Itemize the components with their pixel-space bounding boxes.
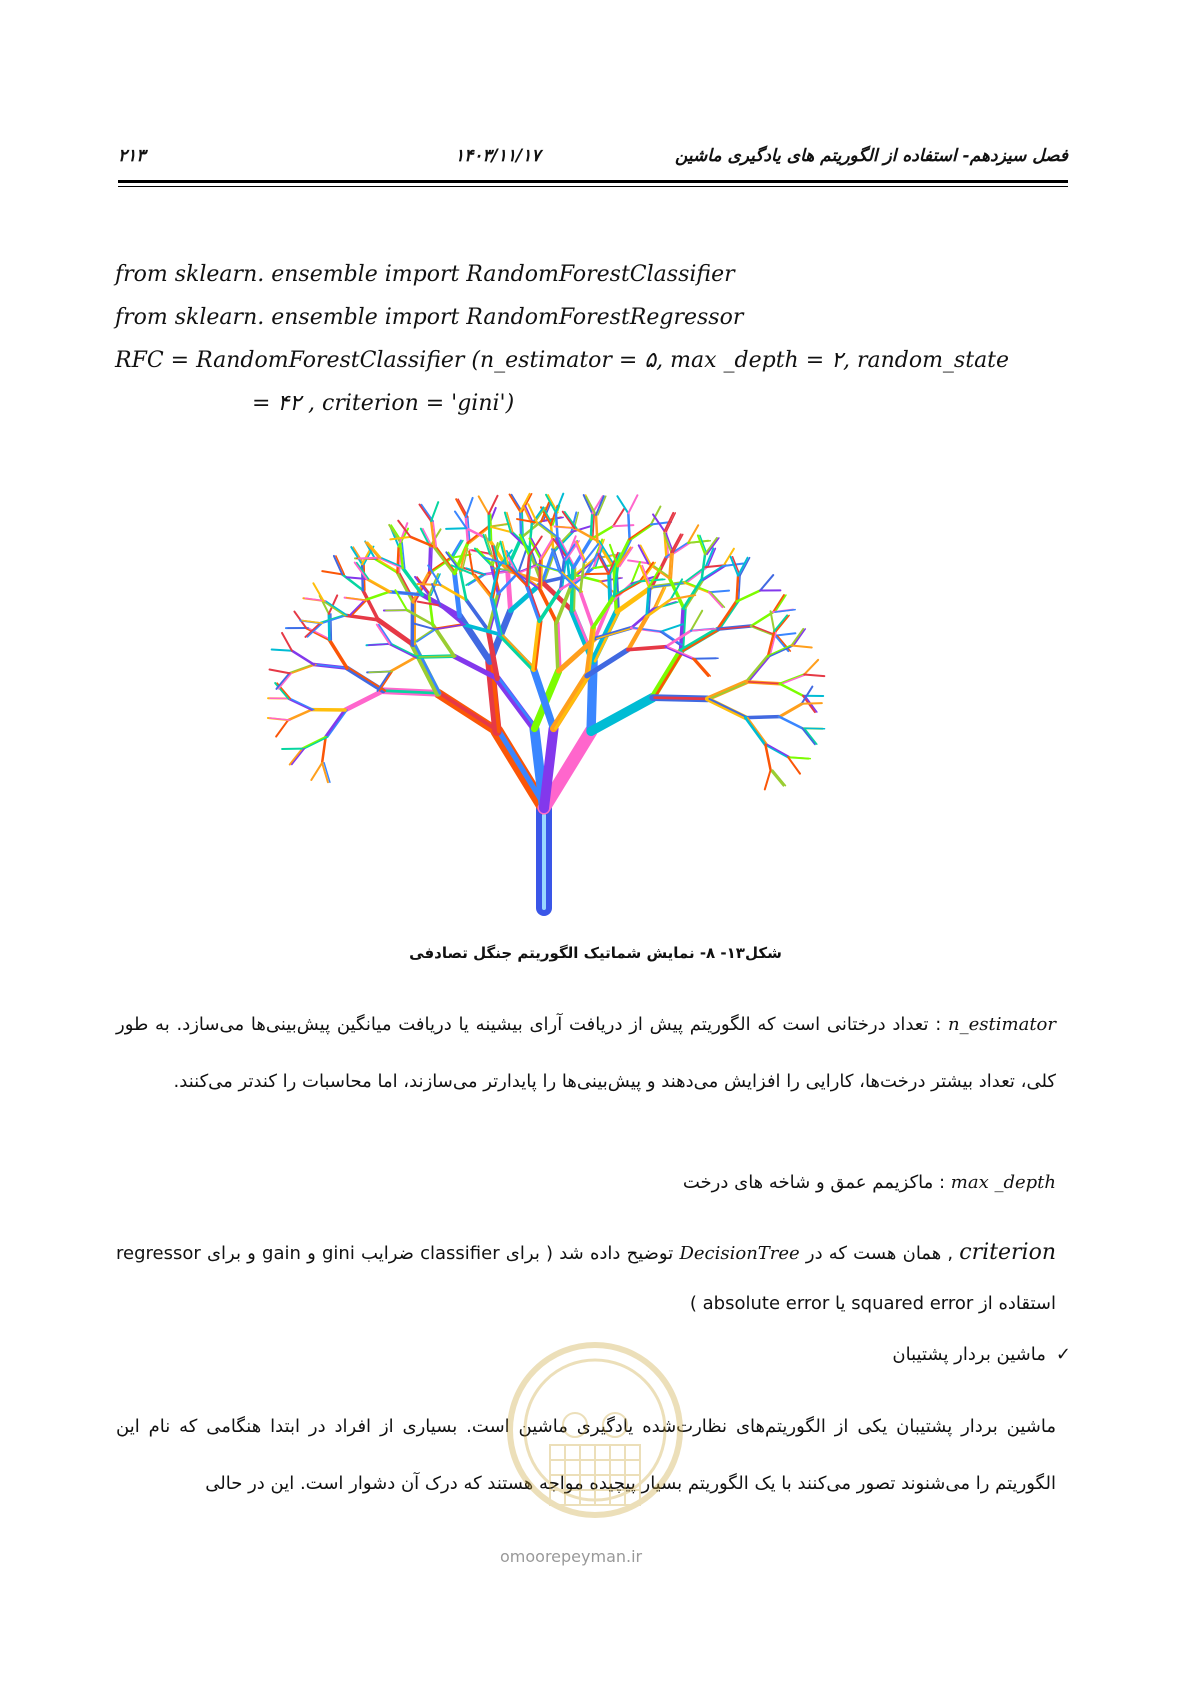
header-rule-thick [118, 180, 1068, 183]
page-number: ۲۱۳ [118, 146, 146, 166]
bullet-svm-text: ماشین بردار پشتیبان [892, 1344, 1046, 1365]
checkmark-icon: ✓ [1055, 1344, 1071, 1365]
chapter-title: فصل سیزدهم- استفاده از الگوریتم های یادگیری ماشین [674, 146, 1068, 166]
paragraph-n-estimator-text: : تعداد درختانی است که الگوریتم پیش از دریافت آرای بیشینه یا دریافت میانگین پیش‌بینی‌ها می‌سازد. به طور کلی، تعداد بیشتر درخت‌ها، کارایی را افزایش می‌دهند و پیش‌بینی‌ها را پایدارتر می‌سازند، اما محاسبات را کندتر می‌کنند. [116, 1014, 1056, 1092]
paragraph-criterion [116, 1228, 1056, 1329]
code-line-1: from sklearn. ensemble import RandomForestClassifier [115, 262, 735, 287]
term-decision-tree: DecisionTree [679, 1243, 800, 1264]
term-max-depth: max _depth [950, 1172, 1056, 1193]
term-criterion: criterion [959, 1240, 1056, 1265]
paragraph-max-depth-text: : ماکزیمم عمق و شاخه های درخت [682, 1172, 951, 1193]
header-rule-thin [118, 186, 1068, 187]
header-date: ۱۴۰۳/۱۱/۱۷ [455, 146, 541, 166]
figure-caption: شکل۱۳- ۸- نمایش شماتیک الگوریتم جنگل تصادفی [409, 944, 782, 962]
term-n-estimator: n_estimator [948, 1014, 1056, 1035]
paragraph-n-estimator [116, 996, 1056, 1110]
code-line-3: RFC = RandomForestClassifier (n_estimator = ۵, max _depth = ۲, random_state [115, 348, 1010, 373]
paragraph-max-depth [116, 1168, 1056, 1198]
paragraph-criterion-text: , همان هست که در [799, 1243, 960, 1264]
watermark-site: omoorepeyman.ir [500, 1547, 643, 1566]
random-forest-illustration [206, 428, 946, 918]
watermark-seal [500, 1335, 690, 1535]
code-line-2: from sklearn. ensemble import RandomForestRegressor [115, 305, 744, 330]
code-line-4: = ۴۲ , criterion = 'gini') [252, 391, 515, 416]
paragraph-criterion-text-2: توضیح داده شد ( برای classifier ضرایب gini و gain و برای regressor استقاده از squared error یا absolute error ) [116, 1243, 1056, 1314]
bullet-svm [892, 1340, 1071, 1370]
paragraph-svm-text: ماشین بردار پشتیبان یکی از الگوریتم‌های نظارت‌شده یادگیری ماشین است. بسیاری از افراد در ابتدا هنگامی که نام این الگوریتم را می‌شنوند تصور می‌کنند با یک الگوریتم بسیار پیچیده مواجه هستند که درک آن دشوار است. این در حالی [116, 1416, 1056, 1494]
